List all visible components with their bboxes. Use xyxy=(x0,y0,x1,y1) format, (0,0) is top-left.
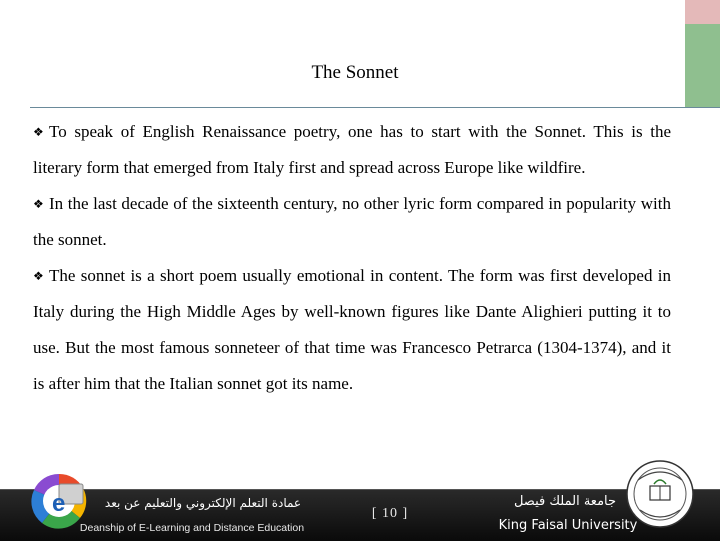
university-arabic-text: جامعة الملك فيصل xyxy=(513,494,617,509)
logo-letter: e xyxy=(52,490,66,517)
header-divider xyxy=(30,107,720,108)
diamond-bullet-icon: ❖ xyxy=(33,269,44,283)
slide-title: The Sonnet xyxy=(311,62,399,83)
deanship-arabic-text: عمادة التعلم الإلكتروني والتعليم عن بعد xyxy=(104,496,302,510)
bullet-paragraph-1 xyxy=(33,114,671,186)
paragraph-text: In the last decade of the sixteenth century, no other lyric form compared in popularity with the sonnet. xyxy=(33,194,671,249)
university-english-text: King Faisal University xyxy=(498,518,638,533)
page-number: [ 10 ] xyxy=(371,506,409,521)
diamond-bullet-icon: ❖ xyxy=(33,197,44,211)
university-seal-icon xyxy=(624,458,696,534)
paragraph-text: The sonnet is a short poem usually emotional in content. The form was first developed in Italy during the High Middle Ages by well-known figures like Dante Alighieri putting it to use. But the most famous sonneteer of that time was Francesco Petrarca (1304-1374), and it is after him that the Italian sonnet got its name. xyxy=(33,266,671,393)
corner-accent-pink xyxy=(685,0,720,24)
bullet-paragraph-3 xyxy=(33,258,671,402)
slide-body xyxy=(33,114,671,402)
paragraph-text: To speak of English Renaissance poetry, one has to start with the Sonnet. This is the literary form that emerged from Italy first and spread across Europe like wildfire. xyxy=(33,122,671,177)
deanship-english-text: Deanship of E-Learning and Distance Education xyxy=(79,522,305,534)
bullet-paragraph-2 xyxy=(33,186,671,258)
diamond-bullet-icon: ❖ xyxy=(33,125,44,139)
